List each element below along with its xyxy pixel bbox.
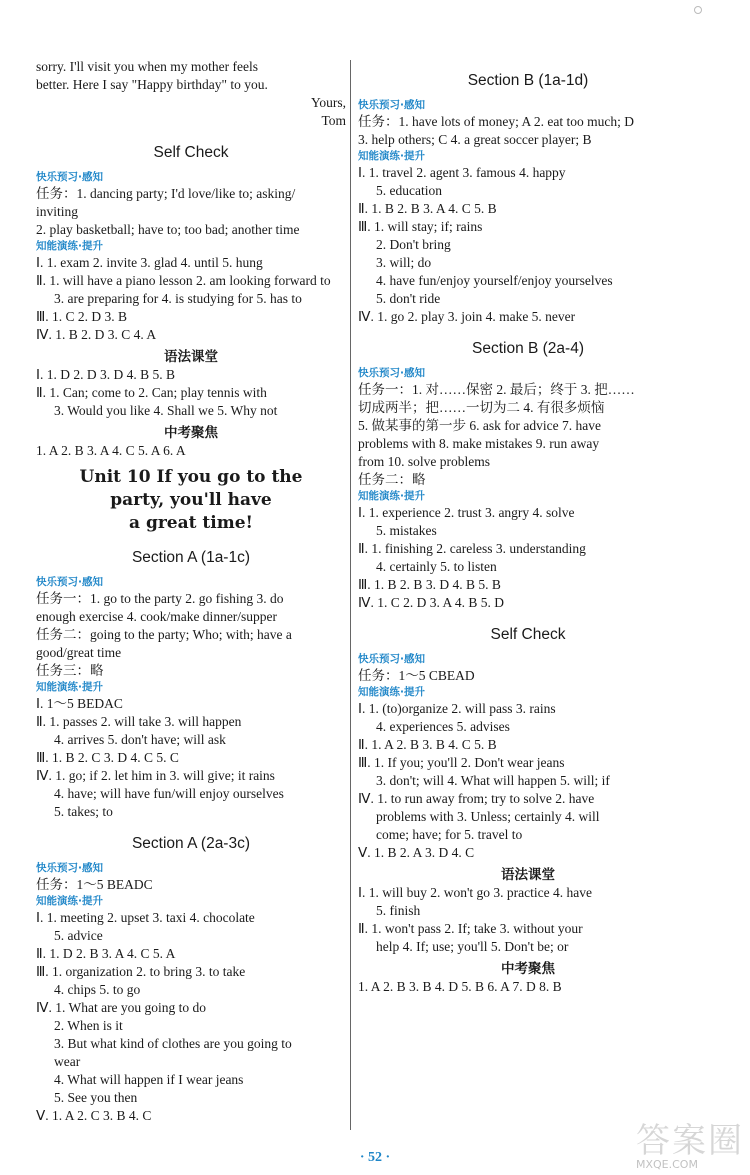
answer-line: Ⅱ. 1. passes 2. will take 3. will happen xyxy=(36,714,242,729)
answer-line: 2. When is it xyxy=(54,1018,123,1033)
answer-line: 任务二：略 xyxy=(358,472,426,487)
answer-line: 任务三：略 xyxy=(36,663,104,678)
answer-line: Ⅰ. 1. exam 2. invite 3. glad 4. until 5. hung xyxy=(36,255,263,270)
watermark-logo: 答案圈 xyxy=(636,1121,744,1161)
answer-line: problems with 3. Unless; certainly 4. will xyxy=(376,809,600,824)
answer-line: 4. have fun/enjoy yourself/enjoy yourselves xyxy=(376,273,613,288)
answer-line: from 10. solve problems xyxy=(358,454,490,469)
section-tag: 知能演练·提升 xyxy=(358,150,425,162)
answer-line: Ⅲ. 1. will stay; if; rains xyxy=(358,219,483,234)
answer-line: Ⅳ. 1. C 2. D 3. A 4. B 5. D xyxy=(358,595,504,610)
answer-line: Ⅱ. 1. finishing 2. careless 3. understanding xyxy=(358,541,586,556)
answer-line: Ⅲ. 1. C 2. D 3. B xyxy=(36,309,128,324)
answer-line: Ⅱ. 1. will have a piano lesson 2. am looking forward to xyxy=(36,273,331,288)
answer-line: 4. chips 5. to go xyxy=(54,982,141,997)
answer-line: problems with 8. make mistakes 9. run away xyxy=(358,436,600,451)
answer-line: 5. don't ride xyxy=(376,291,441,306)
section-tag: 快乐预习·感知 xyxy=(358,99,425,111)
section-tag: 快乐预习·感知 xyxy=(358,367,425,379)
subsection-heading: 语法课堂 xyxy=(164,349,218,365)
answer-line: 3. help others; C 4. a great soccer player; B xyxy=(358,132,592,147)
answer-line: 3. Would you like 4. Shall we 5. Why not xyxy=(54,403,278,418)
answer-line: Ⅲ. 1. If you; you'll 2. Don't wear jeans xyxy=(358,755,565,770)
answer-line: 5. mistakes xyxy=(376,523,437,538)
answer-line: 4. experiences 5. advises xyxy=(376,719,510,734)
signature-line: Yours, xyxy=(310,95,346,110)
answer-line: 3. don't; will 4. What will happen 5. will; if xyxy=(376,773,610,788)
answer-line: wear xyxy=(54,1054,81,1069)
right-column xyxy=(358,58,698,996)
unit-title: Unit 10 If you go to the xyxy=(79,467,303,487)
section-heading: Section B (1a-1d) xyxy=(467,72,589,89)
answer-line: 任务：1～5 BEADC xyxy=(36,877,153,892)
answer-line: Ⅰ. 1. D 2. D 3. D 4. B 5. B xyxy=(36,367,175,382)
section-heading: Section B (2a-4) xyxy=(472,340,584,357)
answer-line: Ⅰ. 1. travel 2. agent 3. famous 4. happy xyxy=(358,165,566,180)
answer-line: Ⅰ. 1. will buy 2. won't go 3. practice 4. have xyxy=(358,885,592,900)
watermark xyxy=(636,1121,744,1171)
answer-line: Ⅱ. 1. B 2. B 3. A 4. C 5. B xyxy=(358,201,497,216)
section-tag: 快乐预习·感知 xyxy=(358,653,425,665)
answer-line: Ⅱ. 1. D 2. B 3. A 4. C 5. A xyxy=(36,946,176,961)
answer-line: enough exercise 4. cook/make dinner/supper xyxy=(36,609,278,624)
answer-line: Ⅴ. 1. B 2. A 3. D 4. C xyxy=(358,845,475,860)
subsection-heading: 中考聚焦 xyxy=(164,425,218,441)
answer-line: 4. What will happen if I wear jeans xyxy=(54,1072,244,1087)
answer-line: come; have; for 5. travel to xyxy=(376,827,523,842)
answer-line: 4. certainly 5. to listen xyxy=(376,559,497,574)
answer-line: sorry. I'll visit you when my mother feels xyxy=(36,59,259,74)
answer-line: 3. But what kind of clothes are you going to xyxy=(54,1036,292,1051)
answer-line: Ⅳ. 1. to run away from; try to solve 2. have xyxy=(358,791,595,806)
answer-line: 5. 做某事的第一步 6. ask for advice 7. have xyxy=(358,418,601,433)
unit-title: party, you'll have xyxy=(110,490,272,510)
answer-line: 任务：1. dancing party; I'd love/like to; asking/ xyxy=(36,186,296,201)
answer-line: Ⅰ. 1. (to)organize 2. will pass 3. rains xyxy=(358,701,556,716)
section-tag: 知能演练·提升 xyxy=(36,895,103,907)
subsection-heading: 中考聚焦 xyxy=(501,961,555,977)
section-tag: 知能演练·提升 xyxy=(358,686,425,698)
answer-line: Ⅰ. 1～5 BEDAC xyxy=(36,696,123,711)
subsection-heading: 语法课堂 xyxy=(501,867,555,883)
section-tag: 知能演练·提升 xyxy=(358,490,425,502)
answer-line: 任务：1～5 CBEAD xyxy=(358,668,475,683)
section-tag: 知能演练·提升 xyxy=(36,240,103,252)
answer-line: 2. Don't bring xyxy=(376,237,451,252)
answer-line: Ⅳ. 1. go; if 2. let him in 3. will give; it rains xyxy=(36,768,275,783)
answer-line: 5. advice xyxy=(54,928,103,943)
section-tag: 快乐预习·感知 xyxy=(36,171,103,183)
answer-line: 3. will; do xyxy=(376,255,432,270)
answer-line: Ⅱ. 1. A 2. B 3. B 4. C 5. B xyxy=(358,737,497,752)
answer-line: 任务：1. have lots of money; A 2. eat too much; D xyxy=(358,114,634,129)
answer-line: Ⅱ. 1. Can; come to 2. Can; play tennis with xyxy=(36,385,267,400)
answer-line: Ⅱ. 1. won't pass 2. If; take 3. without your xyxy=(358,921,583,936)
section-heading: Section A (1a-1c) xyxy=(131,549,251,566)
section-tag: 快乐预习·感知 xyxy=(36,862,103,874)
section-heading: Self Check xyxy=(490,626,566,643)
answer-line: Ⅰ. 1. experience 2. trust 3. angry 4. solve xyxy=(358,505,575,520)
signature-line: Tom xyxy=(321,113,346,128)
answer-line: 1. A 2. B 3. B 4. D 5. B 6. A 7. D 8. B xyxy=(358,979,562,994)
answer-line: Ⅲ. 1. organization 2. to bring 3. to take xyxy=(36,964,246,979)
answer-line: 任务一：1. 对……保密 2. 最后；终于 3. 把…… xyxy=(358,382,635,397)
answer-line: 5. takes; to xyxy=(54,804,113,819)
section-tag: 快乐预习·感知 xyxy=(36,576,103,588)
answer-line: Ⅲ. 1. B 2. B 3. D 4. B 5. B xyxy=(358,577,501,592)
answer-line: 4. have; will have fun/will enjoy ourselves xyxy=(54,786,284,801)
answer-line: 5. finish xyxy=(376,903,421,918)
answer-line: 5. See you then xyxy=(54,1090,138,1105)
watermark-site: MXQE.COM xyxy=(636,1158,698,1171)
answer-line: inviting xyxy=(36,204,79,219)
answer-line: Ⅳ. 1. What are you going to do xyxy=(36,1000,207,1015)
answer-line: help 4. If; use; you'll 5. Don't be; or xyxy=(376,939,569,954)
column-divider xyxy=(350,60,351,1130)
answer-line: 切成两半；把……一切为二 4. 有很多烦恼 xyxy=(358,400,605,415)
answer-line: Ⅴ. 1. A 2. C 3. B 4. C xyxy=(36,1108,152,1123)
answer-line: 任务一：1. go to the party 2. go fishing 3. do xyxy=(36,591,284,606)
section-heading: Self Check xyxy=(153,144,229,161)
answer-line: Ⅲ. 1. B 2. C 3. D 4. C 5. C xyxy=(36,750,179,765)
answer-line: good/great time xyxy=(36,645,122,660)
left-column xyxy=(36,58,346,1125)
answer-line: 3. are preparing for 4. is studying for 5. has to xyxy=(54,291,302,306)
answer-line: 1. A 2. B 3. A 4. C 5. A 6. A xyxy=(36,443,186,458)
answer-line: 任务二：going to the party; Who; with; have a xyxy=(36,627,292,642)
section-heading: Section A (2a-3c) xyxy=(131,835,251,852)
answer-line: Ⅳ. 1. go 2. play 3. join 4. make 5. never xyxy=(358,309,576,324)
answer-line: Ⅳ. 1. B 2. D 3. C 4. A xyxy=(36,327,157,342)
page-number: · 52 · xyxy=(359,1150,391,1165)
section-tag: 知能演练·提升 xyxy=(36,681,103,693)
answer-line: 4. arrives 5. don't have; will ask xyxy=(54,732,226,747)
answer-line: Ⅰ. 1. meeting 2. upset 3. taxi 4. chocolate xyxy=(36,910,255,925)
corner-mark xyxy=(694,6,702,14)
unit-title: a great time! xyxy=(129,513,253,533)
answer-line: 5. education xyxy=(376,183,442,198)
answer-line: better. Here I say "Happy birthday" to you. xyxy=(36,77,268,92)
answer-line: 2. play basketball; have to; too bad; another time xyxy=(36,222,300,237)
